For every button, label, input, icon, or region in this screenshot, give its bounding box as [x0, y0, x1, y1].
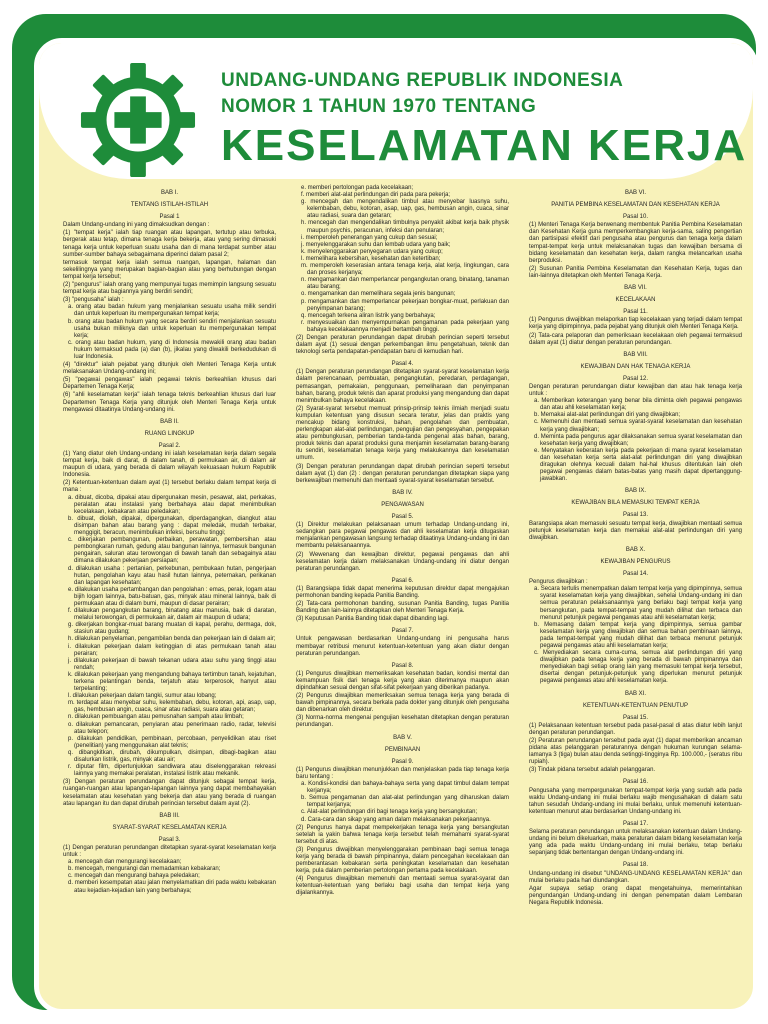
paragraph: (2) "pengurus" ialah orang yang mempunyai tugas memimpin langsung sesuatu tempat kerja atau bagiannya yang berdiri sendiri;	[63, 282, 276, 296]
section-heading: PENGAWASAN	[381, 501, 424, 508]
list-item: n. dilakukan pembuangan atau pemusnahan sampah atau limbah;	[68, 714, 244, 721]
paragraph: (2) Wewenang dan kewajiban direktur, pegawai pengawas dan ahli keselamatan kerja dalam melaksanakan Undang-undang ini diatur dengan peraturan perundangan.	[296, 551, 509, 572]
section-heading: Pasal 17.	[622, 820, 649, 827]
column-2	[296, 185, 509, 898]
title-block	[221, 69, 751, 171]
list-item: l. memelihara kebersihan, kesehatan dan ketertiban;	[301, 255, 441, 262]
list-item: b. Semua pengamanan dan alat-alat perlindungan yang diharuskan dalam tempat kerjanya;	[301, 795, 509, 809]
section-heading: RUANG LINGKUP	[144, 430, 195, 437]
section-heading: BAB X.	[625, 546, 646, 553]
list-item: a. mencegah dan mengurangi kecelakaan;	[68, 859, 182, 866]
list-item: c. Menyediakan secara cuma-cuma, semua alat perlindungan diri yang diwajibkan pada tenaga kerja yang berada di bawah pimpinannya dan menyediakan bagi setiap orang lain yang memasuki tempat kerja tersebut, disertai dengan petunjuk-petunjuk yang diperlukan menurut petunjuk pegawai pengawas atau ahli keselamatan kerja.	[534, 650, 742, 685]
section-heading: BAB VIII.	[623, 351, 648, 358]
list-item: c. Alat-alat perlindungan diri bagi tenaga kerja yang bersangkutan;	[301, 809, 478, 816]
list-item: d. Meminta pada pengurus agar dilaksanakan semua syarat keselamatan dan kesehatan kerja yang diwajibkan;	[534, 433, 742, 447]
paragraph: Barangsiapa akan memasuki sesuatu tempat kerja, diwajibkan mentaati semua petunjuk keselamatan kerja dan memakai alat-alat perlindungan diri yang diwajibkan.	[529, 520, 742, 541]
paragraph: (1) Yang diatur oleh Undang-undang ini ialah keselamatan kerja dalam segala tempat kerja, baik di darat, di dalam tanah, di permukaan air, di dalam air maupun di udara, yang berada di dalam wilayah kekuasaan hukum Republik Indonesia.	[63, 451, 276, 479]
section-heading: TENTANG ISTILAH-ISTILAH	[130, 202, 209, 209]
list-item: m. terdapat atau menyebar suhu, kelembaban, debu, kotoran, api, asap, uap, gas, hembusan angin, cuaca, sinar atau radiasi, suara atau getaran;	[68, 700, 276, 714]
section-heading: KEWAJIBAN BILA MEMASUKI TEMPAT KERJA	[571, 500, 700, 507]
section-heading: Pasal 10.	[622, 214, 649, 221]
section-heading: BAB III.	[159, 812, 180, 819]
list-item: j. dilakukan pekerjaan di bawah tekanan udara atau suhu yang tinggi atau rendah;	[68, 657, 276, 671]
section-heading: Pasal 15.	[622, 714, 649, 721]
paragraph: (3) Norma-norma mengenai pengujian kesehatan ditetapkan dengan peraturan perundangan.	[296, 715, 509, 729]
section-heading: Pasal 6.	[391, 577, 414, 584]
section-heading: Pasal 3.	[158, 836, 181, 843]
column-1	[63, 185, 276, 895]
list-item: k. dilakukan pekerjaan yang mengandung bahaya tertimbun tanah, kejatuhan, terkena pelantingan benda, terjatuh atau terperosok, hanyut atau terpelanting;	[68, 671, 276, 693]
list-item: f. memberi alat-alat perlindungan diri pada para pekerja;	[301, 192, 451, 199]
section-heading: Pasal 18.	[622, 862, 649, 869]
paragraph: (1) "tempat kerja" ialah tiap ruangan atau lapangan, tertutup atau terbuka, bergerak atau tetap, dimana tenaga kerja bekerja, atau yang sering dimasuki tenaga kerja untuk keperluan suatu usaha dan di mana terdapat sumber atau sumber-sumber bahaya sebagaimana diperinci dalam pasal 2;	[63, 230, 276, 258]
title-line-1: UNDANG-UNDANG REPUBLIK INDONESIA	[221, 70, 624, 91]
paragraph: (2) Ketentuan-ketentuan dalam ayat (1) tersebut berlaku dalam tempat kerja di mana :	[63, 480, 276, 494]
list-item: f. dilakukan pengangkutan barang, binatang atau manusia, baik di daratan, melalui terowongan, di permukaan air, dalam air maupun di udara;	[68, 608, 276, 622]
list-item: e. dilakukan usaha pertambangan dan pengolahan : emas, perak, logam atau bijih logam lainnya, batu-batuan, gas, minyak atau mineral lainnya, baik di permukaan atau di dalam bumi, maupun di dasar perairan;	[68, 586, 276, 607]
column-3	[529, 185, 742, 907]
paragraph: (2) Dengan peraturan perundangan dapat dirubah perincian seperti tersebut dalam ayat (1) sesuai dengan perkembangan ilmu pengetahuan, teknik dan teknologi serta pendapatan-pendapatan baru di kemudian hari.	[296, 334, 509, 356]
paragraph: (2) Tata-cara permohonan banding, susunan Panitia Banding, tugas Panitia Banding dan lain-lainnya ditetapkan oleh Menteri Tenaga Kerja.	[296, 601, 509, 615]
list-item: b. Memasang dalam tempat kerja yang dipimpinnya, semua gambar keselamatan kerja yang diwajibkan dan semua bahan pembinaan lainnya, pada tempat-tempat yang mudah dilihat dan terbaca menurut petunjuk pegawai pengawas atau ahli keselamatan kerja;	[534, 621, 742, 649]
paragraph: (2) Pengurus diwajibkan memeriksakan semua tenaga kerja yang berada di bawah pimpinannya, secara berkala pada dokter yang ditunjuk oleh pengusaha dan dibenarkan oleh direktur.	[296, 693, 509, 714]
section-heading: Pasal 13.	[622, 512, 649, 519]
section-heading: Pasal 8.	[391, 662, 414, 669]
section-heading: Pasal 5.	[391, 514, 414, 521]
list-item: o. mengamankan dan memelihara segala jenis bangunan;	[301, 291, 456, 298]
list-item: b. Memakai alat-alat perlindungan diri yang diwajibkan;	[534, 412, 681, 419]
paragraph: (1) Menteri Tenaga Kerja berwenang membentuk Panitia Pembina Keselamatan dan Kesehatan Kerja guna memperkembangkan kerja-sama, saling pengertian dan partisipasi efektif dari pengusaha atau pengurus dan tenaga kerja dalam tempat-tempat kerja untuk melaksanakan tugas dan kewajiban bersama di bidang keselamatan dan kesehatan kerja, dalam rangka melancarkan usaha berproduksi.	[529, 222, 742, 264]
paragraph: (3) Tindak pidana tersebut adalah pelanggaran.	[529, 767, 656, 774]
paragraph: Pengurus diwajibkan :	[529, 579, 588, 586]
section-heading: Pasal 14.	[622, 571, 649, 578]
paragraph: (1) Pengurus diwajibkan melaporkan tiap kecelakaan yang terjadi dalam tempat kerja yang dipimpinnya, pada pejabat yang ditunjuk oleh Menteri Tenaga Kerja.	[529, 317, 742, 331]
list-item: g. mencegah dan mengendalikan timbul atau menyebar luasnya suhu, kelembaban, debu, kotoran, asap, uap, gas, hembusan angin, cuaca, sinar atau radiasi, suara dan getaran;	[301, 199, 509, 220]
section-heading: BAB VI.	[624, 190, 646, 196]
section-heading: PEMBINAAN	[384, 746, 421, 753]
list-item: p. mengamankan dan memperlancar pekerjaan bongkar-muat, perlakuan dan penyimpanan barang;	[301, 298, 509, 312]
section-heading: KECELAKAAN	[615, 297, 656, 304]
paragraph: (4) "direktur" ialah pejabat yang ditunjuk oleh Menteri Tenaga Kerja untuk melaksanakan Undang-undang ini;	[63, 362, 276, 376]
paragraph: (3) Pengurus diwajibkan menyelenggarakan pembinaan bagi semua tenaga kerja yang berada di bawah pimpinannya, dalam pencegahan kecelakaan dan pemberantasan kebakaran serta peningkatan keselamatan dan kesehatan kerja, pula dalam pemberian pertolongan pertama pada kecelakaan.	[296, 846, 509, 875]
section-heading: Pasal 9.	[391, 758, 414, 765]
section-heading: BAB V.	[393, 734, 412, 741]
section-heading: BAB VII.	[624, 285, 647, 292]
section-heading: BAB I.	[160, 190, 178, 196]
list-item: e. Menyatakan keberatan kerja pada pekerjaan di mana syarat keselamatan dan kesehatan kerja serta alat-alat perlindungan diri yang diwajibkan diragukan olehnya kecuali dalam hal-hal khusus ditentukan lain oleh pegawai pengawas dalam batas-batas yang masih dapat dipertanggung-jawabkan.	[534, 447, 742, 483]
paragraph: Selama peraturan perundangan untuk melaksanakan ketentuan dalam Undang-undang ini belum dikeluarkan, maka peraturan dalam bidang keselamatan kerja yang ada pada waktu Undang-undang ini mulai berlaku, tetap berlaku sepanjang tidak bertentangan dengan Undang-undang ini.	[529, 829, 742, 857]
paragraph: (3) Dengan peraturan perundangan dapat ditunjuk sebagai tempat kerja, ruangan-ruangan atau lapangan-lapangan lainnya yang dapat membahayakan keselamatan atau kesehatan yang bekerja dan atau yang berada di ruangan atau lapangan itu dan dapat dirubah perincian tersebut dalam ayat (2).	[63, 779, 276, 807]
section-heading: Pasal 7.	[391, 628, 414, 635]
paragraph: (1) Direktur melakukan pelaksanaan umum terhadap Undang-undang ini, sedangkan para pegawai pengawas dan ahli keselamatan kerja ditugaskan menjalankan pengawasan langsung terhadap ditaatinya Undang-undang ini dan membantu pelaksanaannya.	[296, 522, 509, 550]
body-columns	[63, 185, 743, 1014]
list-item: b. orang atau badan hukum yang secara berdiri sendiri menjalankan sesuatu usaha bukan miliknya dan untuk keperluan itu mempergunakan tempat kerja;	[68, 318, 276, 339]
section-heading: Pasal 4.	[391, 361, 414, 368]
section-heading: BAB XI.	[624, 690, 646, 697]
list-item: b. mencegah, mengurangi dan memadamkan kebakaran;	[68, 866, 221, 873]
section-heading: Pasal 11.	[623, 309, 648, 316]
list-item: b. dibuat, diolah, dipakai, dipergunakan, diperdagangkan, diangkut atau disimpan bahan atau barang yang : dapat meledak, mudah terbakar, menggigit, beracun, menimbulkan infeksi, bersuhu tinggi;	[68, 515, 276, 537]
paragraph: Untuk pengawasan berdasarkan Undang-undang ini pengusaha harus membayar retribusi menurut ketentuan-ketentuan yang akan diatur dengan peraturan perundangan.	[296, 636, 509, 657]
list-item: c. orang atau badan hukum, yang di Indonesia mewakili orang atau badan hukum termaksud pada (a) dan (b), jikalau yang diwakili berkedudukan di luar Indonesia.	[68, 339, 276, 360]
list-item: j. menyelenggarakan suhu dan lembab udara yang baik;	[301, 241, 451, 248]
paragraph: (6) "ahli keselamatan kerja" ialah tenaga teknis berkeahlian khusus dari luar Departemen Tenaga Kerja yang ditunjuk oleh Menteri Tenaga Kerja untuk mengawasi ditaatinya Undang-undang ini.	[63, 392, 276, 413]
list-item: a. Secara tertulis menempatkan dalam tempat kerja yang dipimpinnya, semua syarat keselamatan kerja yang diwajibkan, sehelai Undang-undang ini dan semua peraturan pelaksanaannya yang berlaku bagi tempat kerja yang bersangkutan, pada tempat-tempat yang mudah dilihat dan terbaca dan menurut petunjuk pegawai pengawas atau ahli keselamatan kerja;	[534, 586, 742, 621]
list-item: i. dilakukan pekerjaan dalam ketinggian di atas permukaan tanah atau perairan;	[68, 643, 276, 657]
paragraph: (5) "pegawai pengawas" ialah pegawai teknis berkeahlian khusus dari Departemen Tenaga Kerja;	[63, 377, 276, 391]
paragraph: (4) Pengurus diwajibkan memenuhi dan mentaati semua syarat-syarat dan ketentuan-ketentuan yang berlaku bagi usaha dan tempat kerja yang dijalankannya.	[296, 876, 509, 897]
paragraph: (1) Dengan peraturan perundangan ditetapkan syarat-syarat keselamatan kerja untuk :	[63, 844, 276, 859]
section-heading: KEWAJIBAN DAN HAK TENAGA KERJA	[580, 363, 691, 370]
list-item: d. dilakukan usaha : pertanian, perkebunan, pembukaan hutan, pengerjaan hutan, pengolahan kayu atau hasil hutan lainnya, peternakan, perikanan dan lapangan kesehatan;	[68, 565, 276, 586]
list-item: e. memberi pertolongan pada kecelakaan;	[301, 185, 414, 191]
list-item: r. diputar film, dipertunjukkan sandiwara atau diselenggarakan rekreasi lainnya yang memakai peralatan, instalasi listrik atau mekanik.	[68, 764, 276, 778]
list-item: a. Memberikan keterangan yang benar bila diminta oleh pegawai pengawas dan atau ahli keselamatan kerja;	[534, 398, 742, 412]
paragraph: (2) Peraturan perundangan tersebut pada ayat (1) dapat memberikan ancaman pidana atas pelanggaran peraturannya dengan hukuman kurungan selama-lamanya 3 (tiga) bulan atau denda setinggi-tingginya Rp. 100.000,- (seratus ribu rupiah).	[529, 738, 742, 766]
section-heading: KEWAJIBAN PENGURUS	[600, 558, 671, 565]
paragraph: (3) Dengan peraturan perundangan dapat dirubah perincian seperti tersebut dalam ayat (1) dan (2) : dengan peraturan perundangan ditetapkan siapa yang berkewajiban memenuhi dan mentaati syarat-syarat keselamatan tersebut.	[296, 463, 509, 484]
list-item: q. dibangkitkan, dirubah, dikumpulkan, disimpan, dibagi-bagikan atau disalurkan listrik, gas, minyak atau air;	[68, 749, 276, 764]
section-heading: SYARAT-SYARAT KESELAMATAN KERJA	[112, 824, 227, 831]
poster-paper	[34, 38, 758, 1014]
list-item: c. Memenuhi dan mentaati semua syarat-syarat keselamatan dan kesehatan kerja yang diwajibkan;	[534, 419, 742, 433]
paragraph: (1) Barangsiapa tidak dapat menerima keputusan direktur dapat mengajukan permohonan banding kepada Panitia Banding.	[296, 585, 509, 599]
list-item: m. memperoleh keserasian antara tenaga kerja, alat kerja, lingkungan, cara dan proses kerjanya;	[301, 263, 509, 277]
main-title: KESELAMATAN KERJA	[221, 121, 748, 170]
paragraph: (3) Keputusan Panitia Banding tidak dapat dibanding lagi.	[296, 616, 449, 623]
list-item: k. menyelenggarakan penyegaran udara yang cukup;	[301, 248, 443, 255]
list-item: h. mencegah dan mengendalikan timbulnya penyakit akibat kerja baik physik maupun psychis, peracunan, infeksi dan penularan;	[301, 220, 509, 234]
list-item: a. dibuat, dicoba, dipakai atau dipergunakan mesin, pesawat, alat, perkakas, peralatan atau instalasi yang berbahaya atau dapat menimbulkan kecelakaan, kebakaran atau peledakan;	[68, 494, 276, 515]
section-heading: BAB IX.	[624, 488, 646, 495]
list-item: n. mengamankan dan memperlancar pengangkutan orang, binatang, tanaman atau barang;	[301, 277, 509, 291]
paragraph: Dengan peraturan perundangan diatur kewajiban dan atau hak tenaga kerja untuk :	[529, 383, 742, 398]
paragraph: Undang-undang ini disebut "UNDANG-UNDANG KESELAMATAN KERJA" dan mulai berlaku pada hari diundangkan.	[529, 870, 742, 884]
section-heading: BAB II.	[160, 418, 179, 425]
list-item: p. dilakukan pendidikan, pembinaan, percobaan, penyelidikan atau riset (penelitian) yang menggunakan alat teknis;	[68, 735, 276, 749]
paragraph: (1) Pengurus diwajibkan menunjukkan dan menjelaskan pada tiap tenaga kerja baru tentang :	[296, 766, 509, 780]
list-item: o. dilakukan pemancaran, penyiaran atau penerimaan radio, radar, televisi atau telepon;	[68, 721, 276, 735]
paragraph: (2) Syarat-syarat tersebut memuat prinsip-prinsip teknis ilmiah menjadi suatu kumpulan ketentuan yang disusun secara teratur, jelas dan praktis yang mencakup bidang konstruksi, bahan, pengolahan dan pembuatan, perlengkapan alat-alat perlindungan, pengujian dan pengesyahan, pengepakan atau pembungkusan, pemberian tanda-tanda pengenal atas bahan, barang, produk teknis dan aparat produksi guna menjamin keselamatan barang-barang itu sendiri, keselamatan tenaga kerja yang melakukannya dan keselamatan umum.	[296, 405, 509, 462]
paragraph: (1) Dengan peraturan perundangan ditetapkan syarat-syarat keselamatan kerja dalam perencanaan, pembuatan, pengangkutan, peredaran, perdagangan, pemasangan, pemakaian, penggunaan, pemeliharaan dan penyimpanan bahan, barang, produk teknis dan aparat produksi yang mengandung dan dapat menimbulkan bahaya kecelakaan.	[296, 369, 509, 404]
paragraph: (2) Susunan Panitia Pembina Keselamatan dan Kesehatan Kerja, tugas dan lain-lainnya ditetapkan oleh Menteri Tenaga Kerja.	[529, 265, 742, 279]
list-item: c. dikerjakan pembangunan, perbaikan, perawatan, pembersihan atau pembongkaran rumah, gedung atau bangunan lainnya, termasuk bangunan pengairan, saluran atau terowongan di bawah tanah dan sebagainya atau dimana dilakukan pekerjaan persiapan;	[68, 537, 276, 565]
paragraph: (2) Tata-cara pelaporan dan pemeriksaan kecelakaan oleh pegawai termaksud dalam ayat (1) diatur dengan peraturan perundangan.	[529, 332, 742, 346]
list-item: c. mencegah dan mengurangi bahaya peledakan;	[68, 873, 200, 880]
section-heading: Pasal 12.	[622, 375, 649, 382]
section-heading: KETENTUAN-KETENTUAN PENUTUP	[582, 702, 688, 709]
section-heading: Pasal 2.	[158, 442, 181, 449]
list-item: d. memberi kesempatan atau jalan menyelamatkan diri pada waktu kebakaran atau kejadian-kejadian lain yang berbahaya;	[68, 880, 276, 894]
paragraph: Pengusaha yang mempergunakan tempat-tempat kerja yang sudah ada pada waktu Undang-undang ini mulai berlaku wajib mengusahakan di dalam satu tahun sesudah Undang-undang ini mulai berlaku, untuk memenuhi ketentuan-ketentuan menurut atau berdasarkan Undang-undang ini.	[529, 787, 742, 815]
section-heading: Pasal 1	[159, 214, 180, 221]
list-item: h. dilakukan penyelaman, pengambilan benda dan pekerjaan lain di dalam air;	[68, 636, 276, 643]
poster-frame	[12, 14, 756, 1010]
list-item: a. orang atau badan hukum yang menjalankan sesuatu usaha milik sendiri dan untuk keperluan itu mempergunakan tempat kerja;	[68, 304, 276, 318]
list-item: a. Kondisi-kondisi dan bahaya-bahaya serta yang dapat timbul dalam tempat kerjanya;	[301, 781, 509, 795]
section-heading: Pasal 16.	[622, 779, 649, 786]
list-item: l. dilakukan pekerjaan dalam tangki, sumur atau lobang;	[68, 693, 217, 700]
list-item: d. Cara-cara dan sikap yang aman dalam melaksanakan pekerjaannya.	[301, 816, 491, 823]
paragraph: Agar supaya setiap orang dapat mengetahuinya, memerintahkan pengundangan Undang-undang ini dengan penempatan dalam Lembaran Negara Republik Indonesia.	[529, 885, 742, 906]
title-line-2: NOMOR 1 TAHUN 1970 TENTANG	[221, 96, 537, 117]
paragraph: Dalam Undang-undang ini yang dimaksudkan dengan :	[63, 222, 210, 229]
gear-cross-icon	[79, 61, 197, 179]
section-heading: BAB IV.	[392, 489, 413, 496]
paragraph: (2) Pengurus hanya dapat mempekerjakan tenaga kerja yang bersangkutan setelah ia yakin bahwa tenaga kerja tersebut telah memahami syarat-syarat tersebut di atas.	[296, 824, 509, 845]
header-panel	[39, 43, 753, 179]
paragraph: (1) Pelaksanaan ketentuan tersebut pada pasal-pasal di atas diatur lebih lanjut dengan peraturan perundangan.	[529, 722, 742, 736]
paragraph: (3) "pengusaha" ialah :	[63, 297, 124, 304]
paragraph: termasuk tempat kerja ialah semua ruangan, lapangan, halaman dan sekelilingnya yang merupakan bagian-bagian atau yang berhubungan dengan tempat kerja tersebut;	[63, 259, 276, 280]
paragraph: (1) Pengurus diwajibkan memeriksakan kesehatan badan, kondisi mental dan kemampuan fisik dari tenaga kerja yang akan diterimanya maupun akan dipindahkan sesuai dengan sifat-sifat pekerjaan yang diberikan padanya.	[296, 670, 509, 691]
list-item: r. menyesuaikan dan menyempurnakan pengamanan pada pekerjaan yang bahaya kecelakaannya menjadi bertambah tinggi.	[301, 319, 509, 333]
list-item: i. memperoleh penerangan yang cukup dan sesuai;	[301, 234, 438, 241]
section-heading: PANITIA PEMBINA KESELAMATAN DAN KESEHATAN KERJA	[551, 202, 720, 209]
list-item: q. mencegah terkena aliran listrik yang berbahaya;	[301, 312, 436, 319]
list-item: g. dikerjakan bongkar-muat barang muatan di kapal, perahu, dermaga, dok, stasiun atau gudang;	[68, 622, 276, 636]
